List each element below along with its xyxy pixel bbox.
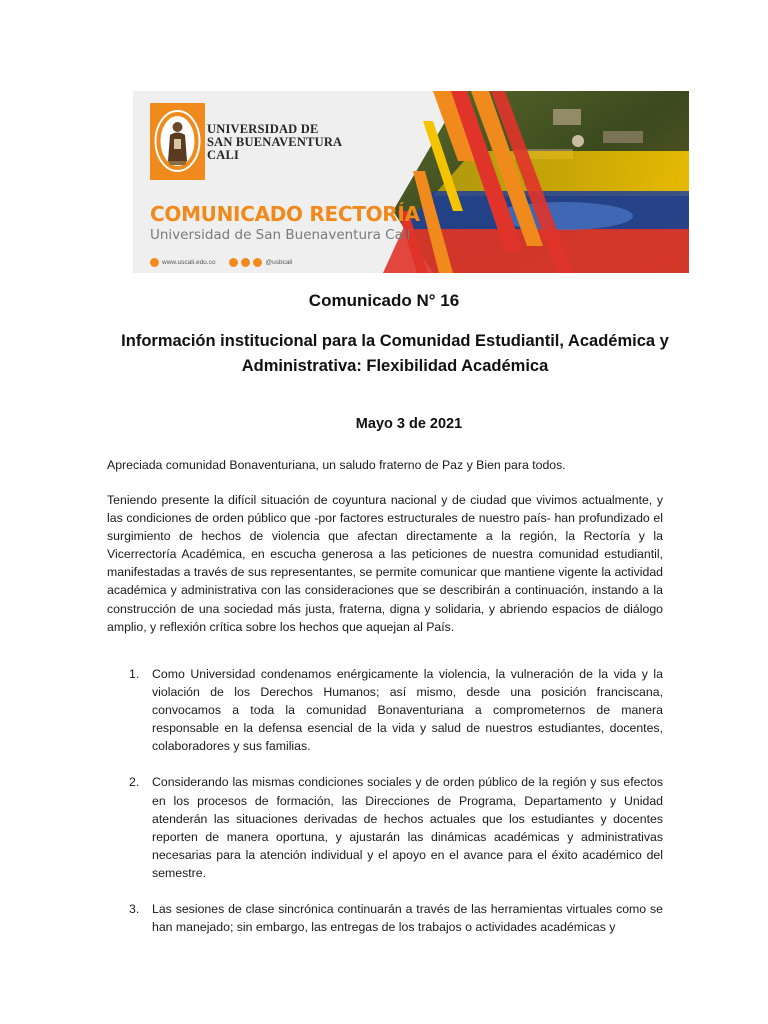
banner-contact-row: [150, 256, 292, 268]
banner-subtitle: Universidad de San Buenaventura Cali: [150, 227, 411, 243]
intro-paragraph: Teniendo presente la difícil situación de coyuntura nacional y de ciudad que vivimos actualmente, y las condiciones de orden público que -por factores estructurales de nuestro país- han profundizado el surgimiento de hechos de violencia que afectan directamente a la región, la Rectoría y la Vicerrectoría Académica, en escucha generosa a las peticiones de nuestra comunidad estudiantil, manifestadas a través de sus representantes, se permite comunicar que mantiene vigente la actividad académica y administrativa con las consideraciones que se describirán a continuación, instando a la construcción de una sociedad más justa, fraterna, digna y solidaria, y abriendo espacios de diálogo amplio, y reflexión crítica sobre los hechos que aquejan al País.: [107, 493, 663, 634]
social-handle: @usbcali: [265, 258, 293, 266]
numbered-list: [107, 665, 663, 954]
list-item: [107, 900, 663, 936]
campus-photo-collage: [133, 91, 689, 273]
header-banner: [133, 91, 689, 273]
university-name-line2: SAN BUENAVENTURA: [207, 135, 343, 149]
list-item-text: Como Universidad condenamos enérgicamente la violencia, la vulneración de la vida y la violación de los Derechos Humanos; así mismo, desde una posición franciscana, convocamos a toda la comunidad Bonaventuriana a comprometernos de manera responsable en la defensa esencial de la vida y salud de nuestros estudiantes, docentes, colaboradores y sus familias.: [152, 667, 663, 754]
document-subtitle: Información institucional para la Comunidad Estudiantil, Académica y Administrativa: Flexibilidad Académica: [121, 332, 669, 375]
facebook-icon[interactable]: [229, 258, 238, 267]
university-seal-icon: [150, 103, 205, 180]
university-name-line1: UNIVERSIDAD DE: [207, 122, 319, 136]
university-name-line3: CALI: [207, 148, 240, 162]
list-item-number: 2.: [129, 775, 140, 790]
list-item: [107, 665, 663, 755]
instagram-icon[interactable]: [253, 258, 262, 267]
university-logo: [150, 103, 205, 180]
website-link[interactable]: www.uscali.edu.co: [162, 258, 216, 266]
list-item-number: 1.: [129, 667, 140, 681]
globe-icon: [150, 258, 159, 267]
university-name: [207, 123, 342, 162]
twitter-icon[interactable]: [241, 258, 250, 267]
list-item-number: 3.: [129, 902, 140, 917]
greeting-paragraph: Apreciada comunidad Bonaventuriana, un saludo fraterno de Paz y Bien para todos.: [107, 458, 566, 472]
document-date: Mayo 3 de 2021: [355, 416, 463, 432]
list-item-text: Las sesiones de clase sincrónica continuarán a través de las herramientas virtuales como se han manejado; sin embargo, las entregas de los trabajos o actividades académicas y: [152, 902, 663, 935]
list-item: [107, 773, 663, 882]
banner-title: COMUNICADO RECTORÍA: [150, 202, 420, 226]
list-item-text: Considerando las mismas condiciones sociales y de orden público de la región y sus efectos en los procesos de formación, las Direcciones de Programa, Departamento y Unidad atenderán las situaciones derivadas de hechos actuales que los estudiantes y docentes reporten de manera oportuna, y ajustarán las dinámicas académicas y administrativas necesarias para la atención individual y el apoyo en el avance para el éxito académico del semestre.: [152, 775, 663, 880]
document-title: Comunicado N° 16: [308, 291, 460, 310]
